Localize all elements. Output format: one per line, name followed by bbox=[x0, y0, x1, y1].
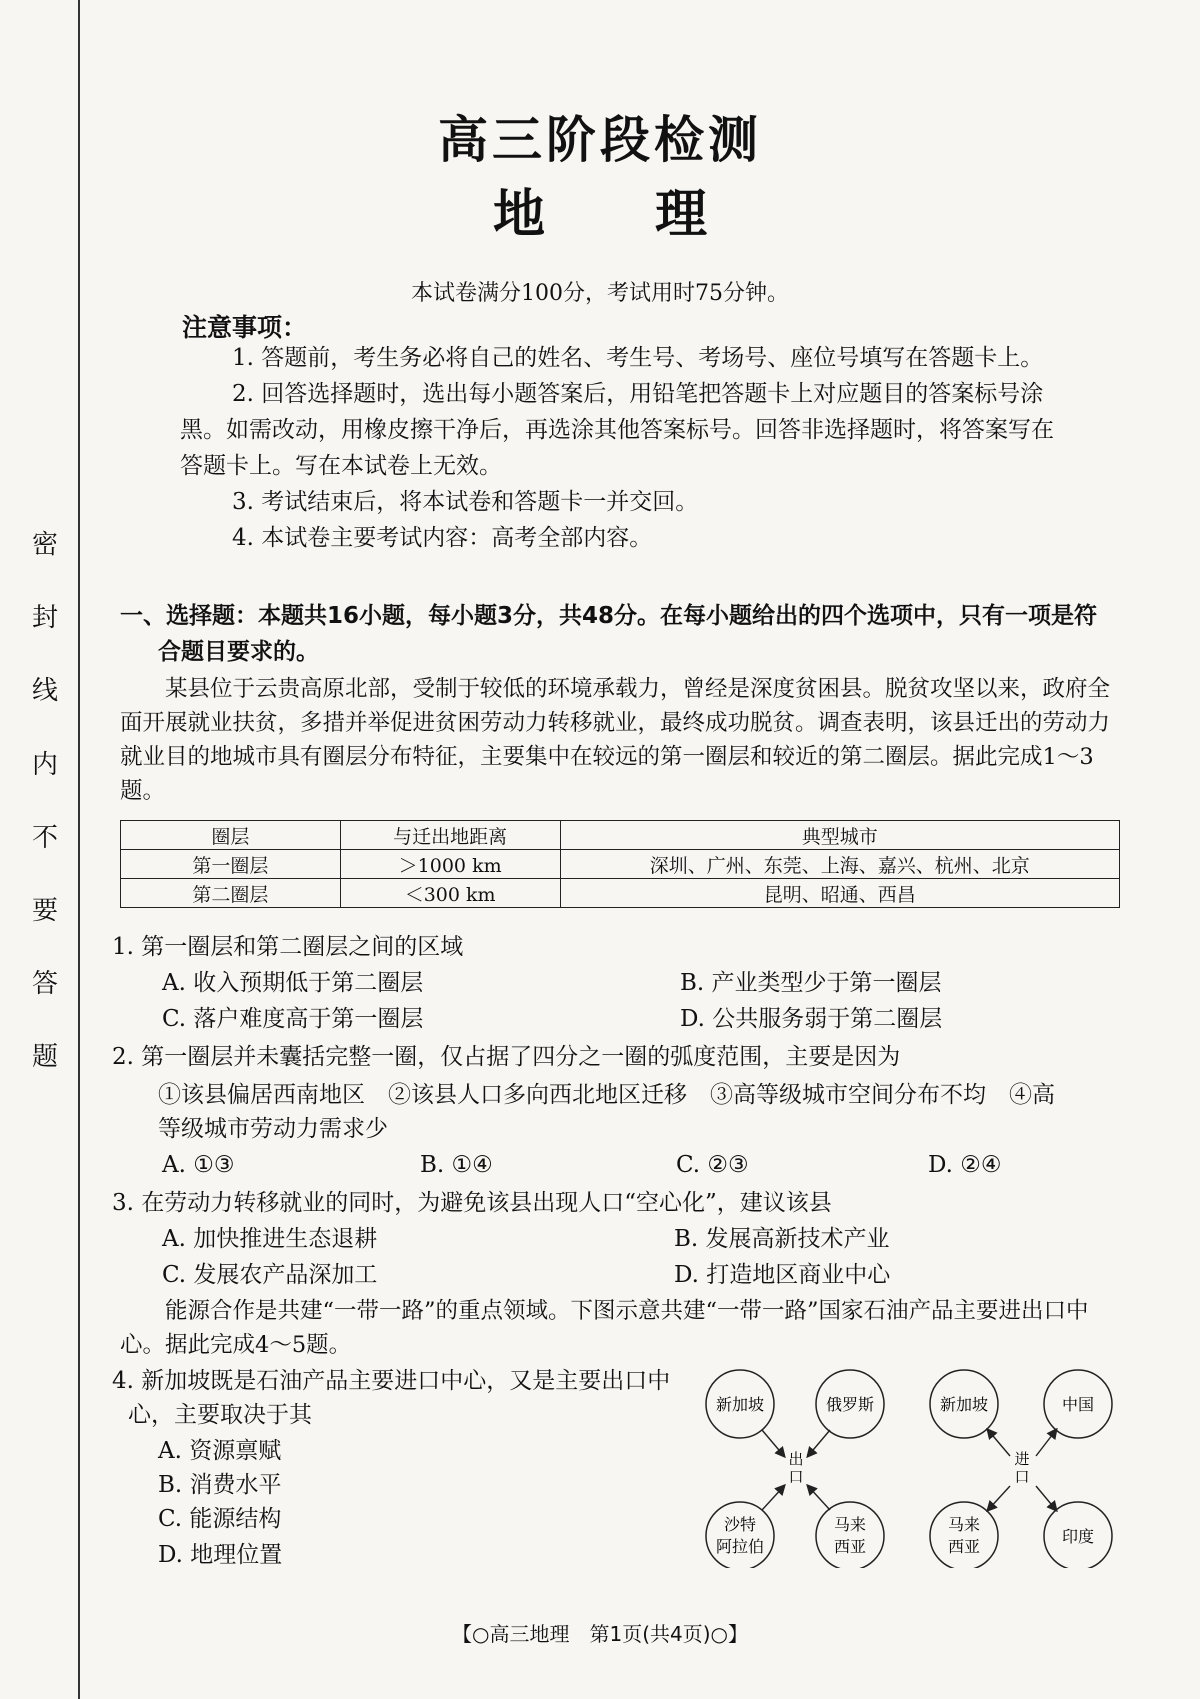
oil-trade-diagram bbox=[700, 1368, 1120, 1568]
q1-option-c[interactable]: C. 落户难度高于第一圈层 bbox=[162, 1006, 424, 1032]
subject-char: 理 bbox=[655, 185, 708, 245]
question-4-stem-cont: 心，主要取决于其 bbox=[128, 1402, 312, 1428]
question-1-stem: 1. 第一圈层和第二圈层之间的区域 bbox=[112, 934, 464, 960]
q4-option-d[interactable]: D. 地理位置 bbox=[158, 1542, 283, 1568]
margin-char: 密 bbox=[31, 530, 58, 560]
q1-option-a[interactable]: A. 收入预期低于第二圈层 bbox=[162, 970, 424, 996]
import-arrow bbox=[1036, 1430, 1056, 1456]
q2-option-b[interactable]: B. ①④ bbox=[420, 1152, 493, 1178]
export-node-saudi: 沙特 bbox=[723, 1515, 757, 1534]
table-cell: ＞1000 km bbox=[340, 850, 560, 879]
import-arrow bbox=[1036, 1486, 1056, 1510]
q2-option-d[interactable]: D. ②④ bbox=[928, 1152, 1002, 1178]
passage-1 bbox=[120, 672, 1130, 808]
table-header: 与迁出地距离 bbox=[340, 821, 560, 850]
subject-char: 地 bbox=[492, 185, 545, 245]
import-label: 进 bbox=[1014, 1450, 1030, 1468]
passage-2 bbox=[120, 1294, 1130, 1362]
section-line: 合题目要求的。 bbox=[158, 639, 319, 665]
section-line: 一、选择题：本题共16小题，每小题3分，共48分。在每小题给出的四个选项中，只有一项是符 bbox=[120, 603, 1098, 629]
note-4: 4. 本试卷主要考试内容：高考全部内容。 bbox=[232, 525, 653, 551]
q2-option-c[interactable]: C. ②③ bbox=[676, 1152, 749, 1178]
q2-statements-cont: 等级城市劳动力需求少 bbox=[158, 1116, 388, 1142]
passage-text: 能源合作是共建“一带一路”的重点领域。下图示意共建“一带一路”国家石油产品主要进出口中心。据此完成4～5题。 bbox=[120, 1298, 1089, 1358]
export-arrow bbox=[762, 1430, 784, 1456]
table-header-row bbox=[121, 821, 1120, 850]
table-row bbox=[121, 850, 1120, 879]
notice-list bbox=[180, 340, 1080, 556]
export-arrow bbox=[808, 1430, 830, 1456]
q4-option-b[interactable]: B. 消费水平 bbox=[158, 1472, 282, 1498]
export-label: 出 bbox=[788, 1450, 804, 1468]
q2-statements: ①该县偏居西南地区 ②该县人口多向西北地区迁移 ③高等级城市空间分布不均 ④高 bbox=[158, 1082, 1055, 1108]
import-label: 口 bbox=[1014, 1468, 1030, 1486]
q2-option-a[interactable]: A. ①③ bbox=[162, 1152, 235, 1178]
table-cell: 深圳、广州、东莞、上海、嘉兴、杭州、北京 bbox=[560, 850, 1119, 879]
import-node-malaysia: 西亚 bbox=[947, 1537, 981, 1556]
note-2-cont: 答题卡上。写在本试卷上无效。 bbox=[180, 453, 502, 479]
q3-option-a[interactable]: A. 加快推进生态退耕 bbox=[162, 1226, 378, 1252]
export-node-malaysia: 西亚 bbox=[833, 1537, 867, 1556]
export-arrow bbox=[762, 1486, 784, 1510]
q4-option-a[interactable]: A. 资源禀赋 bbox=[158, 1438, 282, 1464]
import-arrow bbox=[988, 1486, 1010, 1510]
table-header: 圈层 bbox=[121, 821, 341, 850]
question-2-stem: 2. 第一圈层并未囊括完整一圈，仅占据了四分之一圈的弧度范围，主要是因为 bbox=[112, 1044, 901, 1070]
table-cell: 第二圈层 bbox=[121, 879, 341, 908]
margin-char: 不 bbox=[31, 822, 58, 853]
margin-warning bbox=[30, 530, 60, 1116]
q1-option-d[interactable]: D. 公共服务弱于第二圈层 bbox=[680, 1006, 943, 1032]
table-cell: ＜300 km bbox=[340, 879, 560, 908]
margin-char: 题 bbox=[31, 1042, 58, 1073]
q4-option-c[interactable]: C. 能源结构 bbox=[158, 1506, 282, 1532]
page-footer: 【○高三地理 第1页(共4页)○】 bbox=[452, 1622, 748, 1646]
exam-info: 本试卷满分100分，考试用时75分钟。 bbox=[411, 281, 789, 306]
table-cell: 昆明、昭通、西昌 bbox=[560, 879, 1119, 908]
note-3: 3. 考试结束后，将本试卷和答题卡一并交回。 bbox=[232, 489, 699, 515]
table-header: 典型城市 bbox=[560, 821, 1119, 850]
export-arrow bbox=[808, 1486, 830, 1510]
note-2-cont: 黑。如需改动，用橡皮擦干净后，再选涂其他答案标号。回答非选择题时，将答案写在 bbox=[180, 417, 1054, 443]
passage-text: 某县位于云贵高原北部，受制于较低的环境承载力，曾经是深度贫困县。脱贫攻坚以来，政府全面开展就业扶贫，多措并举促进贫困劳动力转移就业，最终成功脱贫。调查表明，该县迁出的劳动力就业目的地城市具有圈层分布特征，主要集中在较远的第一圈层和较近的第二圈层。据此完成1～3题。 bbox=[120, 676, 1111, 804]
margin-char: 封 bbox=[31, 603, 58, 634]
import-arrow bbox=[988, 1430, 1010, 1456]
circle-table bbox=[120, 820, 1120, 908]
binding-margin bbox=[0, 0, 80, 1699]
table-row bbox=[121, 879, 1120, 908]
node-circle bbox=[706, 1502, 774, 1568]
subject-title bbox=[0, 172, 1200, 247]
q3-option-d[interactable]: D. 打造地区商业中心 bbox=[674, 1262, 891, 1288]
q3-option-c[interactable]: C. 发展农产品深加工 bbox=[162, 1262, 378, 1288]
margin-char: 线 bbox=[31, 676, 58, 707]
question-4-stem: 4. 新加坡既是石油产品主要进口中心，又是主要出口中 bbox=[112, 1368, 671, 1394]
q3-option-b[interactable]: B. 发展高新技术产业 bbox=[674, 1226, 890, 1252]
export-node-russia: 俄罗斯 bbox=[825, 1395, 875, 1414]
section-heading bbox=[120, 598, 1130, 670]
import-node-malaysia: 马来 bbox=[947, 1515, 981, 1534]
question-3-stem: 3. 在劳动力转移就业的同时，为避免该县出现人口“空心化”，建议该县 bbox=[112, 1190, 832, 1216]
margin-char: 要 bbox=[31, 895, 58, 926]
q1-option-b[interactable]: B. 产业类型少于第一圈层 bbox=[680, 970, 942, 996]
export-label: 口 bbox=[788, 1468, 804, 1486]
import-node-china: 中国 bbox=[1061, 1395, 1095, 1414]
note-1: 1. 答题前，考生务必将自己的姓名、考生号、考场号、座位号填写在答题卡上。 bbox=[232, 345, 1044, 371]
export-node-singapore: 新加坡 bbox=[715, 1395, 765, 1414]
margin-char: 内 bbox=[31, 749, 58, 780]
node-circle bbox=[816, 1502, 884, 1568]
export-node-malaysia: 马来 bbox=[833, 1515, 867, 1534]
node-circle bbox=[930, 1502, 998, 1568]
table-cell: 第一圈层 bbox=[121, 850, 341, 879]
import-node-singapore: 新加坡 bbox=[939, 1395, 989, 1414]
exam-title: 高三阶段检测 bbox=[438, 111, 762, 169]
export-node-saudi: 阿拉伯 bbox=[715, 1537, 765, 1556]
note-2: 2. 回答选择题时，选出每小题答案后，用铅笔把答题卡上对应题目的答案标号涂 bbox=[232, 381, 1044, 407]
margin-char: 答 bbox=[31, 969, 58, 1000]
import-node-india: 印度 bbox=[1061, 1527, 1095, 1546]
import-diagram bbox=[930, 1370, 1112, 1568]
notice-title: 注意事项： bbox=[182, 313, 308, 342]
export-diagram bbox=[706, 1370, 884, 1568]
